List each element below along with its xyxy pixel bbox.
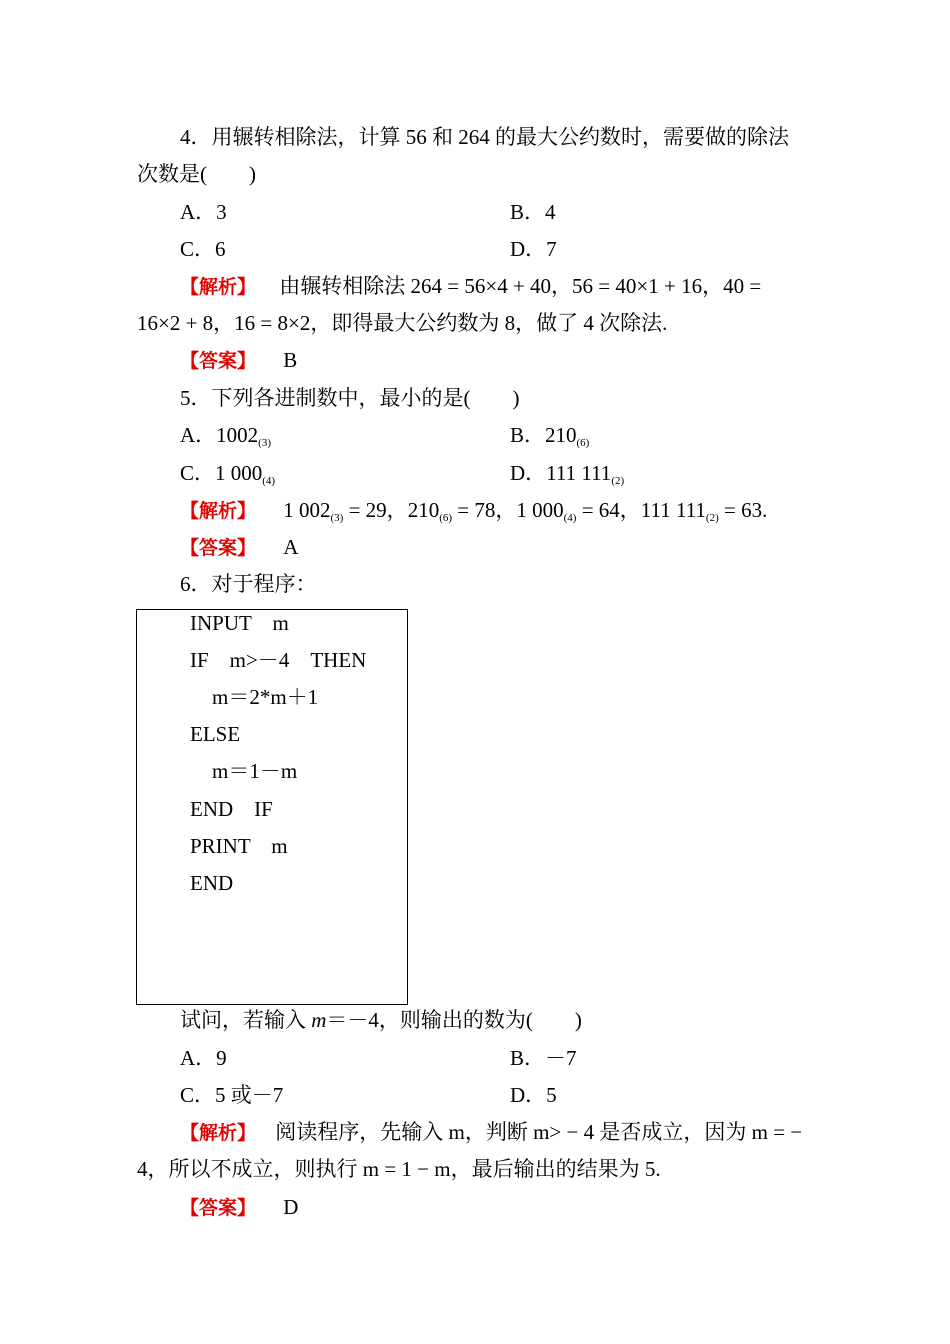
- q6-stem: 6．对于程序：: [180, 572, 317, 596]
- q5-analysis-base-3: (4): [563, 512, 577, 524]
- q5-analysis-num-3: 1 000: [516, 498, 564, 522]
- q4-answer-row: [180, 347, 297, 374]
- q4-option-b: B．4: [510, 200, 556, 224]
- q6-option-b: B．－7: [510, 1046, 577, 1070]
- q5-option-c-num: C．1 000: [180, 461, 263, 485]
- code-line-5: m＝1－m: [212, 759, 298, 783]
- q5-analysis-rest-4: = 63.: [718, 498, 768, 522]
- q5-option-c-base: (4): [262, 475, 276, 487]
- q6-analysis-line1: 阅读程序，先输入 m，判断 m> − 4 是否成立，因为 m = −: [275, 1120, 803, 1144]
- q6-question-post: ＝－4，则输出的数为( ): [326, 1008, 582, 1032]
- q5-option-a: [180, 422, 271, 448]
- q5-answer-row: [180, 534, 298, 561]
- q6-analysis-row: [180, 1119, 802, 1146]
- q6-question-var: m: [311, 1008, 327, 1032]
- q4-option-a: A．3: [180, 200, 227, 224]
- q6-option-c: C．5 或－7: [180, 1083, 284, 1107]
- q4-answer-value: B: [283, 348, 298, 372]
- q6-answer-tag: 【答案】: [180, 1197, 257, 1219]
- code-line-1: INPUT m: [190, 611, 289, 635]
- q5-analysis-row: [180, 497, 767, 524]
- q5-analysis-tag: 【解析】: [180, 500, 257, 522]
- q5-analysis-text: [283, 498, 767, 522]
- code-line-4: ELSE: [190, 722, 241, 746]
- q5-option-c: [180, 460, 275, 486]
- q6-answer-value: D: [283, 1195, 299, 1219]
- code-line-6: END IF: [190, 797, 273, 821]
- q5-analysis-base-1: (3): [330, 512, 344, 524]
- q6-analysis-line2: 4，所以不成立，则执行 m = 1 − m，最后输出的结果为 5.: [137, 1157, 661, 1181]
- code-line-3: m＝2*m＋1: [212, 685, 319, 709]
- q5-analysis-rest-1: = 29，: [343, 498, 408, 522]
- q4-option-d: D．7: [510, 237, 557, 261]
- q5-option-a-num: A．1002: [180, 423, 259, 447]
- q5-analysis-rest-3: = 64，: [576, 498, 641, 522]
- q6-question: [180, 1007, 582, 1033]
- q6-answer-row: [180, 1194, 298, 1221]
- q5-option-d-num: D．111 111: [510, 461, 612, 485]
- q5-option-b-base: (6): [576, 437, 590, 449]
- q5-option-b: [510, 422, 589, 448]
- q6-option-d: D．5: [510, 1083, 557, 1107]
- q4-analysis-row: [180, 273, 761, 300]
- q5-analysis-num-2: 210: [407, 498, 440, 522]
- q4-stem-line2: 次数是( ): [137, 162, 256, 186]
- q4-analysis-tag: 【解析】: [180, 276, 257, 298]
- q5-answer-tag: 【答案】: [180, 537, 257, 559]
- q5-stem: 5．下列各进制数中，最小的是( ): [180, 386, 520, 410]
- q4-analysis-line1: 由辗转相除法 264 = 56×4 + 40，56 = 40×1 + 16，40 =: [279, 274, 762, 298]
- code-line-7: PRINT m: [190, 834, 288, 858]
- q6-question-pre: 试问，若输入: [180, 1008, 312, 1032]
- code-line-8: END: [190, 871, 234, 895]
- q4-analysis-line2: 16×2 + 8，16 = 8×2，即得最大公约数为 8，做了 4 次除法.: [137, 311, 668, 335]
- q5-option-d: [510, 460, 624, 486]
- q6-option-a: A．9: [180, 1046, 227, 1070]
- q5-option-d-base: (2): [611, 475, 625, 487]
- q5-analysis-num-4: 111 111: [640, 498, 706, 522]
- q5-option-b-num: B．210: [510, 423, 577, 447]
- q5-analysis-num-1: 1 002: [283, 498, 331, 522]
- q5-analysis-rest-2: = 78，: [452, 498, 517, 522]
- q4-option-c: C．6: [180, 237, 226, 261]
- q6-analysis-tag: 【解析】: [180, 1122, 257, 1144]
- q5-option-a-base: (3): [258, 437, 271, 449]
- q4-stem-line1: 4．用辗转相除法，计算 56 和 264 的最大公约数时，需要做的除法: [180, 125, 789, 149]
- q5-answer-value: A: [283, 535, 299, 559]
- code-line-2: IF m>－4 THEN: [190, 648, 367, 672]
- q5-analysis-base-2: (6): [439, 512, 453, 524]
- q4-answer-tag: 【答案】: [180, 350, 257, 372]
- q5-analysis-base-4: (2): [705, 512, 719, 524]
- program-code-box: [136, 609, 408, 1005]
